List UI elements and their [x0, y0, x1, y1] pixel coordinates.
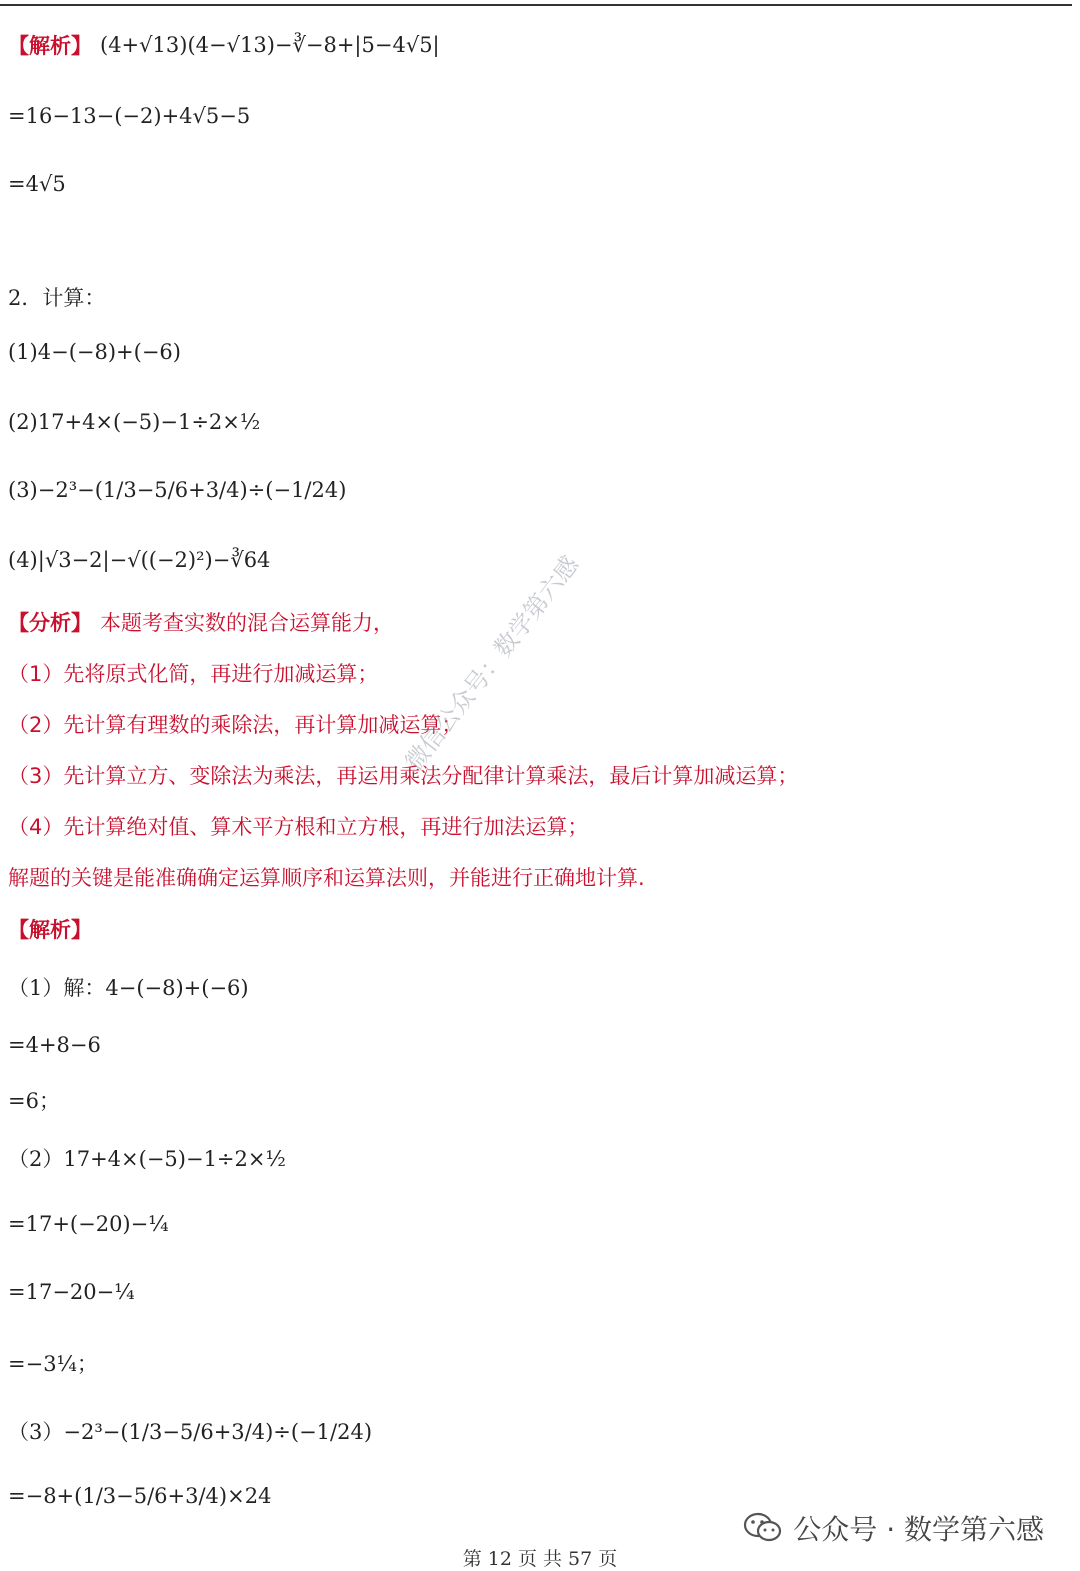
page-footer: 第 12 页 共 57 页 — [462, 1548, 618, 1570]
section-tag: 【解析】 — [8, 918, 92, 942]
section-tag: 【解析】 — [8, 34, 92, 58]
watermark-text: 微信公众号：数学第六感 — [399, 550, 585, 776]
line-text: (3)−2³−(1/3−5/6+3/4)÷(−1/24) — [8, 478, 347, 502]
text-line — [8, 760, 798, 790]
line-text: (4)|√3−2|−√((−2)²)−∛64 — [8, 548, 271, 572]
line-text: (4+√13)(4−√13)−∛−8+|5−4√5| — [100, 33, 440, 57]
text-line — [8, 607, 394, 637]
text-line — [8, 811, 588, 841]
text-line — [8, 1212, 169, 1236]
text-line — [8, 972, 249, 1002]
text-line — [8, 1143, 286, 1173]
line-text: （2）先计算有理数的乘除法，再计算加减运算； — [8, 713, 463, 737]
text-line — [8, 1033, 101, 1057]
text-line — [8, 1280, 135, 1304]
wechat-icon — [743, 1512, 783, 1544]
line-text: （1）解：4−(−8)+(−6) — [8, 976, 249, 1000]
brand-badge — [743, 1508, 1044, 1548]
text-line — [8, 30, 440, 60]
text-line — [8, 478, 346, 502]
line-text: =−8+(1/3−5/6+3/4)×24 — [8, 1484, 272, 1508]
line-text: =−3¼； — [8, 1352, 98, 1376]
line-text: =17−20−¼ — [8, 1280, 135, 1304]
text-line — [8, 709, 462, 739]
line-text: 解题的关键是能准确确定运算顺序和运算法则，并能进行正确地计算. — [8, 866, 645, 890]
text-line — [8, 548, 270, 572]
section-tag: 【分析】 — [8, 611, 92, 635]
text-line — [8, 282, 105, 312]
line-text: (2)17+4×(−5)−1÷2×½ — [8, 410, 261, 434]
text-line — [8, 862, 645, 892]
top-rule — [0, 4, 1072, 6]
line-text: （4）先计算绝对值、算术平方根和立方根，再进行加法运算； — [8, 815, 589, 839]
line-text: =4√5 — [8, 172, 66, 196]
line-text: 2．计算： — [8, 286, 106, 310]
line-text: （2）17+4×(−5)−1÷2×½ — [8, 1147, 286, 1171]
line-text: =17+(−20)−¼ — [8, 1212, 169, 1236]
line-text: =4+8−6 — [8, 1033, 101, 1057]
line-text: (1)4−(−8)+(−6) — [8, 340, 181, 364]
line-text: =16−13−(−2)+4√5−5 — [8, 104, 251, 128]
text-line — [8, 1416, 372, 1446]
text-line — [8, 340, 181, 364]
text-line — [8, 658, 378, 688]
text-line — [8, 1085, 60, 1115]
line-text: （3）先计算立方、变除法为乘法，再运用乘法分配律计算乘法，最后计算加减运算； — [8, 764, 799, 788]
text-line — [8, 1348, 98, 1378]
line-text: （3）−2³−(1/3−5/6+3/4)÷(−1/24) — [8, 1420, 373, 1444]
line-text: （1）先将原式化简，再进行加减运算； — [8, 662, 379, 686]
text-line — [8, 1484, 271, 1508]
text-line — [8, 104, 250, 128]
text-line — [8, 914, 100, 944]
line-text: 本题考查实数的混合运算能力， — [100, 611, 394, 635]
text-line — [8, 410, 260, 434]
text-line — [8, 172, 66, 196]
brand-text: 公众号 · 数学第六感 — [793, 1513, 1044, 1546]
line-text: =6； — [8, 1089, 60, 1113]
